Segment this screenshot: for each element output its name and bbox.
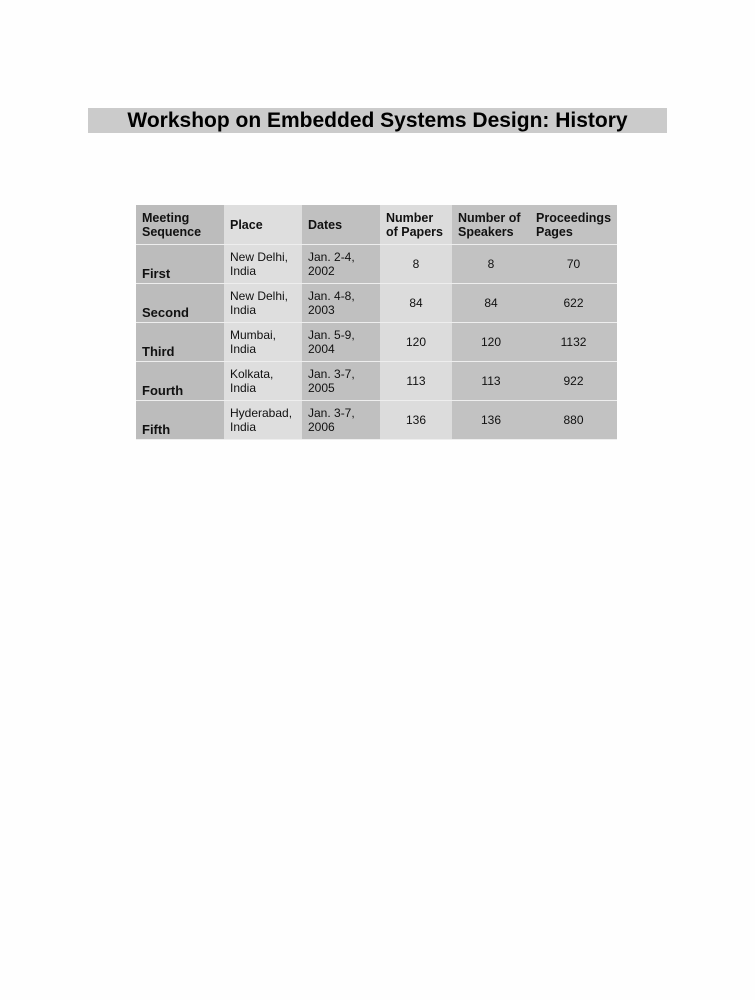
dates-cell-text: Jan. 5-9, [308, 328, 355, 342]
column-header [530, 205, 617, 245]
place-cell [224, 245, 302, 284]
pages-cell [530, 362, 617, 401]
header-line: Number [386, 210, 434, 225]
dates-cell [302, 362, 380, 401]
place-cell [224, 284, 302, 323]
table-row [136, 401, 617, 440]
papers-cell [380, 401, 452, 440]
place-cell [224, 323, 302, 362]
header-line: Number of [458, 210, 521, 225]
pages-cell-text: 70 [566, 257, 581, 271]
speakers-cell [452, 284, 530, 323]
column-header [224, 205, 302, 245]
pages-cell-text: 880 [563, 413, 584, 427]
sequence-cell-text: Third [142, 344, 175, 359]
pages-cell-text: 1132 [560, 335, 587, 349]
sequence-cell [136, 284, 224, 323]
dates-cell-text: Jan. 3-7, [308, 406, 355, 420]
column-header [380, 205, 452, 245]
pages-cell [530, 284, 617, 323]
place-cell-text: Kolkata, [230, 367, 274, 381]
dates-cell-text: 2006 [308, 420, 335, 434]
speakers-cell-text: 120 [480, 335, 502, 349]
speakers-cell-text: 136 [480, 413, 502, 427]
sequence-cell-text: Second [142, 305, 189, 320]
header-line: Pages [536, 224, 573, 239]
papers-cell-text: 8 [412, 257, 420, 271]
sequence-cell-text: Fifth [142, 422, 171, 437]
column-header [452, 205, 530, 245]
place-cell-text: India [230, 264, 257, 278]
sequence-cell [136, 323, 224, 362]
sequence-cell [136, 362, 224, 401]
place-cell-text: India [230, 381, 257, 395]
dates-cell [302, 284, 380, 323]
place-cell-text: Hyderabad, [230, 406, 293, 420]
speakers-cell-text: 113 [481, 374, 501, 388]
history-table [136, 205, 617, 440]
speakers-cell-text: 8 [487, 257, 495, 271]
pages-cell [530, 323, 617, 362]
papers-cell [380, 245, 452, 284]
pages-cell-text: 922 [563, 374, 584, 388]
place-cell [224, 401, 302, 440]
pages-cell [530, 245, 617, 284]
header-line: Place [230, 217, 263, 232]
dates-cell-text: 2003 [308, 303, 335, 317]
header-line: of Papers [386, 224, 443, 239]
papers-cell-text: 113 [406, 374, 426, 388]
header-line: Speakers [458, 224, 514, 239]
papers-cell [380, 284, 452, 323]
dates-cell-text: Jan. 3-7, [308, 367, 355, 381]
column-header [302, 205, 380, 245]
place-cell-text: New Delhi, [230, 250, 289, 264]
speakers-cell-text: 84 [484, 296, 498, 310]
dates-cell [302, 245, 380, 284]
page-title: Workshop on Embedded Systems Design: History [88, 108, 667, 133]
place-cell-text: India [230, 342, 257, 356]
speakers-cell [452, 362, 530, 401]
place-cell-text: Mumbai, [230, 328, 277, 342]
speakers-cell [452, 401, 530, 440]
table-row [136, 245, 617, 284]
dates-cell [302, 401, 380, 440]
pages-cell [530, 401, 617, 440]
header-line: Dates [308, 217, 343, 232]
header-line: Proceedings [536, 210, 612, 225]
column-header [136, 205, 224, 245]
table-row [136, 362, 617, 401]
speakers-cell [452, 323, 530, 362]
table-row [136, 323, 617, 362]
table-row [136, 284, 617, 323]
place-cell-text: India [230, 303, 257, 317]
papers-cell-text: 120 [405, 335, 427, 349]
sequence-cell-text: First [142, 266, 171, 281]
papers-cell [380, 323, 452, 362]
dates-cell-text: 2005 [308, 381, 335, 395]
sequence-cell [136, 401, 224, 440]
dates-cell-text: Jan. 4-8, [308, 289, 355, 303]
place-cell-text: New Delhi, [230, 289, 289, 303]
header-line: Sequence [142, 224, 202, 239]
dates-cell-text: 2004 [308, 342, 335, 356]
sequence-cell [136, 245, 224, 284]
speakers-cell [452, 245, 530, 284]
place-cell-text: India [230, 420, 257, 434]
pages-cell-text: 622 [563, 296, 584, 310]
sequence-cell-text: Fourth [142, 383, 184, 398]
header-row [136, 205, 617, 245]
dates-cell [302, 323, 380, 362]
papers-cell-text: 136 [405, 413, 427, 427]
place-cell [224, 362, 302, 401]
dates-cell-text: 2002 [308, 264, 335, 278]
dates-cell-text: Jan. 2-4, [308, 250, 355, 264]
header-line: Meeting [142, 210, 190, 225]
papers-cell-text: 84 [409, 296, 423, 310]
papers-cell [380, 362, 452, 401]
